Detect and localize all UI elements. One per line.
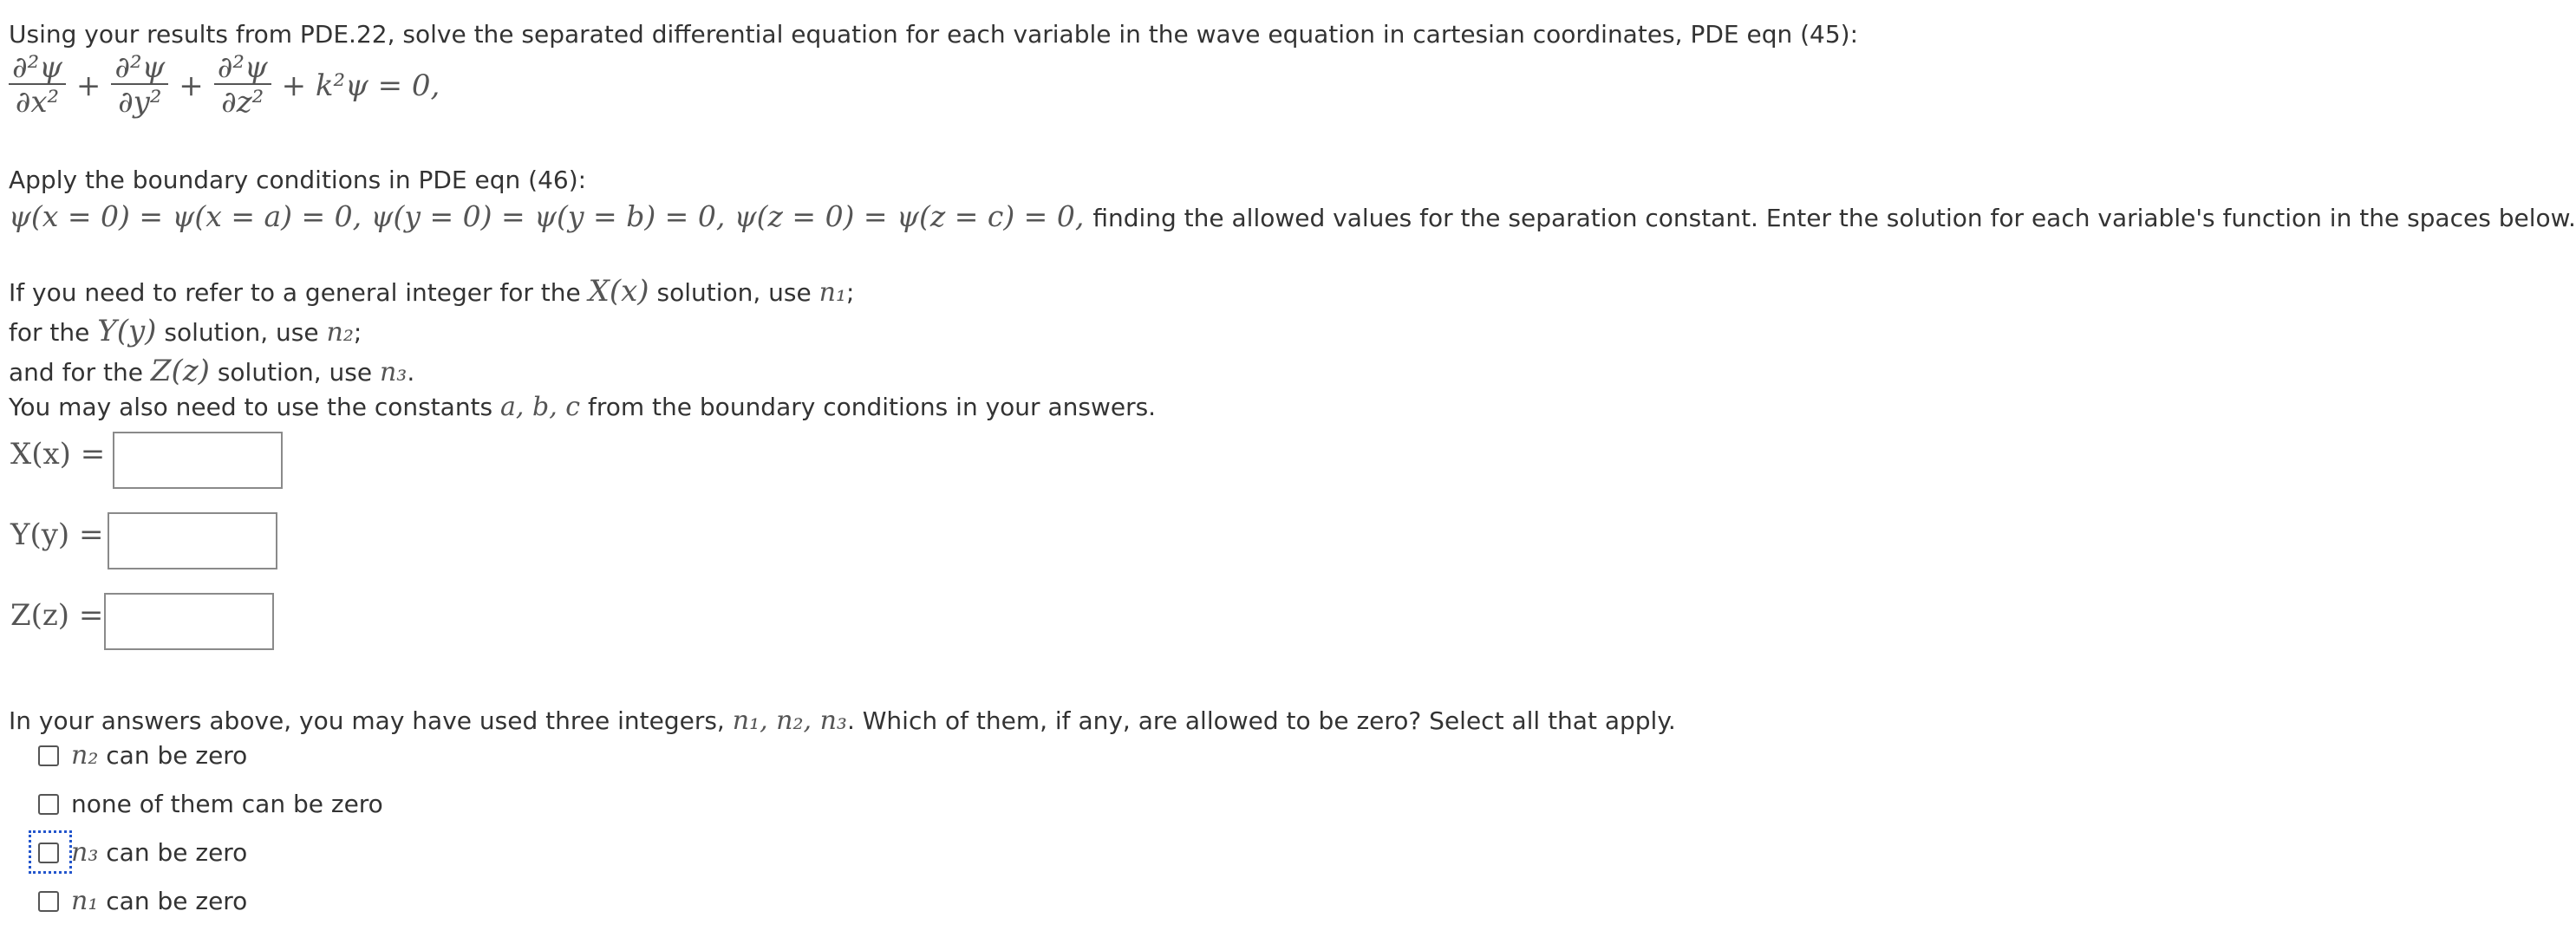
integer-note-z	[9, 355, 414, 388]
n2-symbol: n₂	[326, 317, 354, 348]
boundary-heading: Apply the boundary conditions in PDE eqn (46):	[9, 166, 587, 194]
question-text: In your answers above, you may have used three integers,	[9, 706, 725, 735]
answer-label-z: Z(z) =	[10, 598, 104, 633]
integer-note-x	[9, 276, 854, 309]
plus-sign: +	[75, 68, 101, 103]
note-text: and for the	[9, 358, 143, 387]
note-text: If you need to refer to a general integer for the	[9, 278, 581, 307]
plus-sign: +	[179, 68, 204, 103]
note-text: solution, use	[217, 358, 373, 387]
wave-equation	[5, 52, 440, 120]
note-punct: ;	[353, 318, 362, 347]
note-text: You may also need to use the constants	[9, 393, 493, 421]
zero-question	[9, 706, 1676, 737]
answer-input-y[interactable]	[108, 512, 277, 569]
integer-note-y	[9, 316, 362, 348]
fraction-x-denominator: ∂x²	[15, 85, 60, 120]
intro-text: Using your results from PDE.22, solve the separated differential equation for each variable in the wave equation in cartesian coordinates, PDE eqn (45):	[9, 20, 1859, 49]
boundary-conditions: ψ(x = 0) = ψ(x = a) = 0, ψ(y = 0) = ψ(y = b) = 0, ψ(z = 0) = ψ(z = c) = 0,	[9, 199, 1085, 233]
answer-input-x[interactable]	[113, 432, 283, 489]
option-n2-zero[interactable]	[38, 740, 247, 771]
integer-symbols: n₁, n₂, n₃	[732, 706, 847, 736]
note-text: solution, use	[164, 318, 319, 347]
constants-symbols: a, b, c	[500, 392, 581, 422]
function-y-symbol: Y(y)	[97, 314, 157, 348]
n3-symbol: n₃	[379, 357, 408, 387]
option-label: can be zero	[106, 741, 248, 770]
option-var: n₃	[71, 837, 99, 868]
constants-note	[9, 392, 1156, 423]
fraction-z-denominator: ∂z²	[221, 85, 264, 120]
boundary-line	[9, 199, 2576, 234]
option-n3-zero[interactable]	[38, 837, 247, 869]
n1-symbol: n₁	[818, 277, 846, 308]
fraction-z-numerator: ∂²ψ	[214, 52, 271, 85]
option-label: can be zero	[106, 887, 248, 915]
boundary-instruction: finding the allowed values for the separation constant. Enter the solution for each variable's function in the spaces below.	[1092, 204, 2576, 232]
function-x-symbol: X(x)	[588, 274, 649, 309]
fraction-x	[9, 52, 66, 120]
question-text: . Which of them, if any, are allowed to be zero? Select all that apply.	[846, 706, 1676, 735]
checkbox[interactable]	[38, 745, 59, 766]
equation-tail: + k²ψ = 0,	[281, 68, 440, 103]
note-text: from the boundary conditions in your answers.	[588, 393, 1157, 421]
answer-input-z[interactable]	[104, 593, 274, 650]
function-z-symbol: Z(z)	[150, 354, 210, 388]
note-text: for the	[9, 318, 90, 347]
fraction-z	[214, 52, 271, 120]
checkbox[interactable]	[38, 891, 59, 912]
note-text: solution, use	[656, 278, 812, 307]
option-var: n₂	[71, 740, 99, 771]
option-var: n₁	[71, 886, 99, 916]
checkbox[interactable]	[38, 843, 59, 863]
option-n1-zero[interactable]	[38, 886, 247, 917]
note-punct: .	[407, 358, 415, 387]
option-label: none of them can be zero	[71, 790, 383, 818]
note-punct: ;	[846, 278, 855, 307]
answer-label-y: Y(y) =	[10, 517, 104, 552]
option-none-zero[interactable]	[38, 789, 383, 820]
fraction-x-numerator: ∂²ψ	[9, 52, 66, 85]
fraction-y	[111, 52, 168, 120]
checkbox[interactable]	[38, 794, 59, 815]
fraction-y-numerator: ∂²ψ	[111, 52, 168, 85]
option-label: can be zero	[106, 838, 248, 867]
answer-label-x: X(x) =	[10, 437, 106, 472]
fraction-y-denominator: ∂y²	[118, 85, 162, 120]
